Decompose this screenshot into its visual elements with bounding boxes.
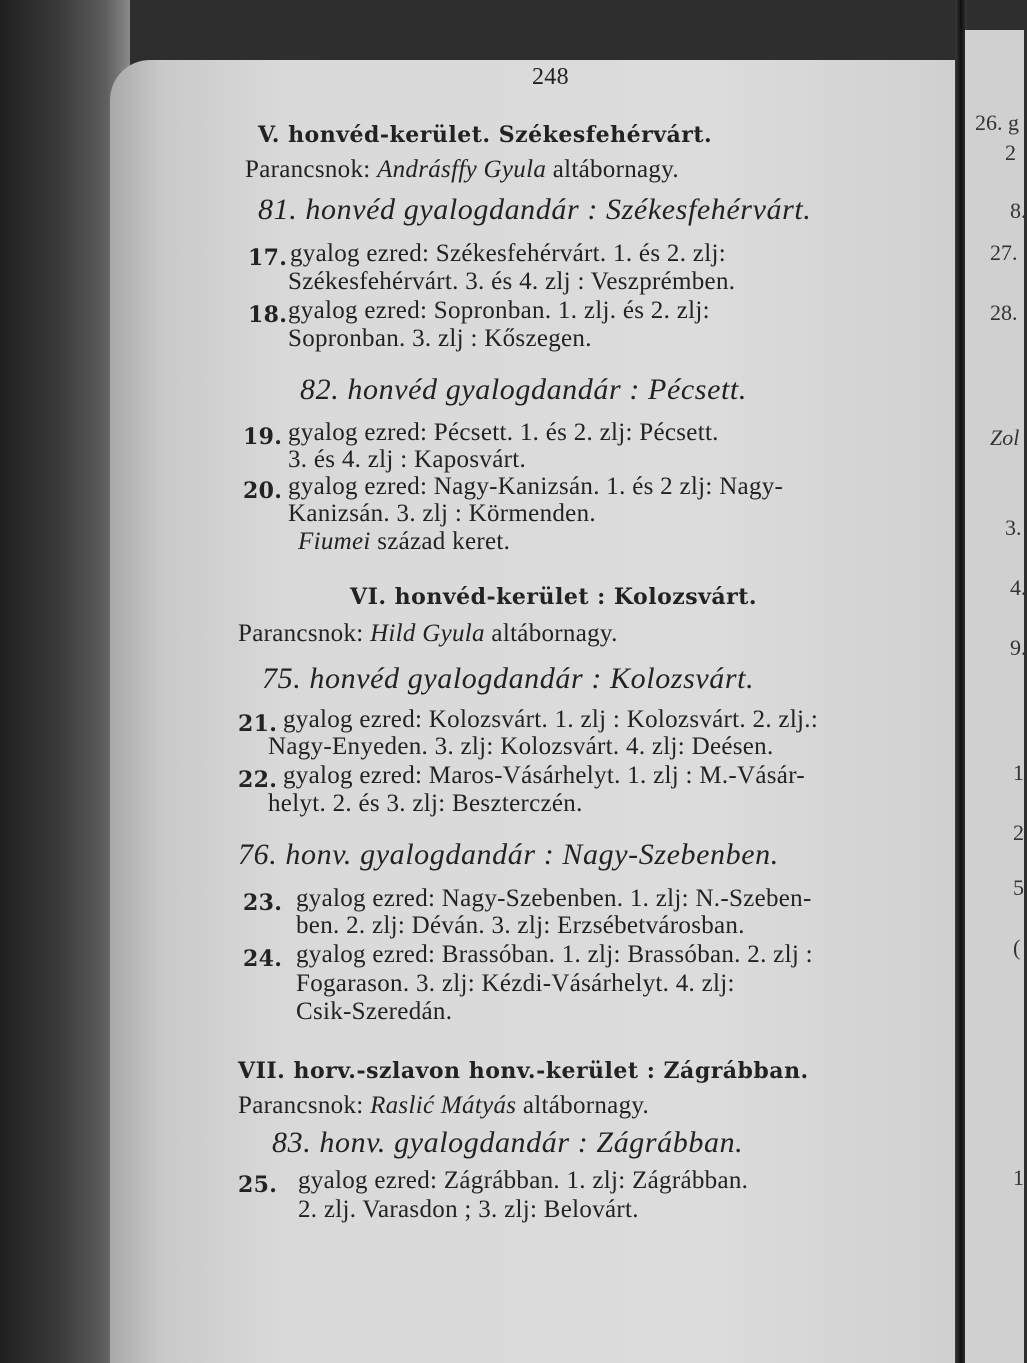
- regiment-20-line2: Kanizsán. 3. zlj : Körmenden.: [288, 500, 596, 527]
- commander-name: Raslić Mátyás: [370, 1092, 517, 1119]
- regiment-23-line1: gyalog ezred: Nagy-Szebenben. 1. zlj: N.-Szeben-: [296, 885, 812, 912]
- next-page-fragment: 27.: [990, 240, 1018, 265]
- regiment-23-line2: ben. 2. zlj: Déván. 3. zlj: Erzsébetvárosban.: [296, 912, 745, 939]
- brigade-81-heading: 81. honvéd gyalogdandár : Székesfehérvárt.: [258, 193, 812, 226]
- regiment-17-line1: gyalog ezred: Székesfehérvárt. 1. és 2. zlj:: [290, 240, 726, 267]
- fiumei-label: Fiumei: [298, 528, 371, 555]
- next-page-fragment: 26. g: [975, 110, 1019, 135]
- brigade-83-heading: 83. honv. gyalogdandár : Zágrábban.: [272, 1126, 744, 1159]
- next-page-fragment: Zol: [990, 425, 1020, 450]
- section-vi-commander: [238, 620, 618, 648]
- regiment-21-line1: gyalog ezred: Kolozsvárt. 1. zlj : Kolozsvárt. 2. zlj.:: [283, 706, 819, 733]
- brigade-75-heading: 75. honvéd gyalogdandár : Kolozsvárt.: [262, 662, 755, 695]
- next-page-fragment: 8.: [1010, 198, 1027, 223]
- section-v-roman: V.: [258, 122, 280, 148]
- section-vii-commander: [238, 1092, 649, 1120]
- section-vii-title: VII. horv.-szlavon honv.-kerület : Zágrábban.: [238, 1058, 809, 1084]
- section-v-district: honvéd-kerület.: [288, 122, 491, 148]
- regiment-17-line2: Székesfehérvárt. 3. és 4. zlj : Veszprémben.: [288, 268, 736, 295]
- regiment-19-line2: 3. és 4. zlj : Kaposvárt.: [288, 446, 527, 473]
- regiment-25-line2: 2. zlj. Varasdon ; 3. zlj: Belovárt.: [298, 1196, 639, 1223]
- regiment-number: 20.: [243, 478, 283, 504]
- next-page-fragment: 1: [1013, 1165, 1024, 1190]
- regiment-number: 18.: [248, 302, 288, 328]
- next-page-fragment: 9.: [1010, 635, 1027, 660]
- regiment-21-line2: Nagy-Enyeden. 3. zlj: Kolozsvárt. 4. zlj: Deésen.: [268, 733, 774, 760]
- commander-rank: altábornagy.: [491, 620, 618, 647]
- brigade-76-heading: 76. honv. gyalogdandár : Nagy-Szebenben.: [238, 838, 779, 871]
- regiment-24-line2: Fogarason. 3. zlj: Kézdi-Vásárhelyt. 4. zlj:: [296, 970, 735, 997]
- commander-rank: altábornagy.: [522, 1092, 650, 1119]
- regiment-number: 25.: [238, 1172, 278, 1198]
- commander-rank: altábornagy.: [552, 156, 679, 183]
- regiment-25-line1: gyalog ezred: Zágrábban. 1. zlj: Zágrábban.: [298, 1167, 749, 1194]
- regiment-24-line1: gyalog ezred: Brassóban. 1. zlj: Brassóban. 2. zlj :: [296, 941, 813, 968]
- section-v-title: [258, 122, 712, 148]
- regiment-number: 22.: [238, 767, 278, 793]
- commander-name: Hild Gyula: [370, 620, 485, 647]
- brigade-82-heading: 82. honvéd gyalogdandár : Pécsett.: [300, 373, 747, 406]
- next-page-fragment: 28.: [990, 300, 1018, 325]
- regiment-18-line1: gyalog ezred: Sopronban. 1. zlj. és 2. zlj:: [288, 297, 710, 324]
- regiment-number: 21.: [238, 711, 278, 737]
- regiment-18-line2: Sopronban. 3. zlj : Kőszegen.: [288, 325, 592, 352]
- regiment-number: 23.: [243, 890, 283, 916]
- next-page-fragment: 5: [1013, 875, 1024, 900]
- regiment-22-line1: gyalog ezred: Maros-Vásárhelyt. 1. zlj : M.-Vásár-: [283, 762, 805, 789]
- regiment-20-line3: [298, 528, 510, 556]
- next-page-fragment: 2: [1013, 820, 1024, 845]
- commander-name: Andrásffy Gyula: [377, 156, 547, 183]
- next-page-fragment: 1: [1013, 760, 1024, 785]
- commander-label: Parancsnok:: [238, 620, 364, 647]
- regiment-19-line1: gyalog ezred: Pécsett. 1. és 2. zlj: Pécsett.: [288, 419, 719, 446]
- commander-label: Parancsnok:: [238, 1092, 364, 1119]
- next-page-fragment: 2: [1005, 140, 1016, 165]
- regiment-number: 24.: [243, 946, 283, 972]
- next-page-fragment: 4.: [1010, 575, 1027, 600]
- section-v-city: Székesfehérvárt.: [498, 122, 713, 148]
- regiment-24-line3: Csik-Szeredán.: [296, 998, 453, 1025]
- regiment-22-line2: helyt. 2. és 3. zlj: Beszterczén.: [268, 790, 583, 817]
- commander-label: Parancsnok:: [245, 156, 371, 183]
- regiment-20-line1: gyalog ezred: Nagy-Kanizsán. 1. és 2 zlj: Nagy-: [288, 473, 784, 500]
- regiment-number: 17.: [248, 245, 288, 271]
- section-v-commander: [245, 156, 679, 184]
- next-page-fragment: 3.: [1005, 515, 1022, 540]
- regiment-number: 19.: [243, 424, 283, 450]
- section-vi-title: VI. honvéd-kerület : Kolozsvárt.: [350, 584, 758, 610]
- next-page-fragment: (: [1013, 935, 1021, 960]
- company-frame-label: század keret.: [377, 528, 511, 555]
- page-number: 248: [532, 64, 569, 90]
